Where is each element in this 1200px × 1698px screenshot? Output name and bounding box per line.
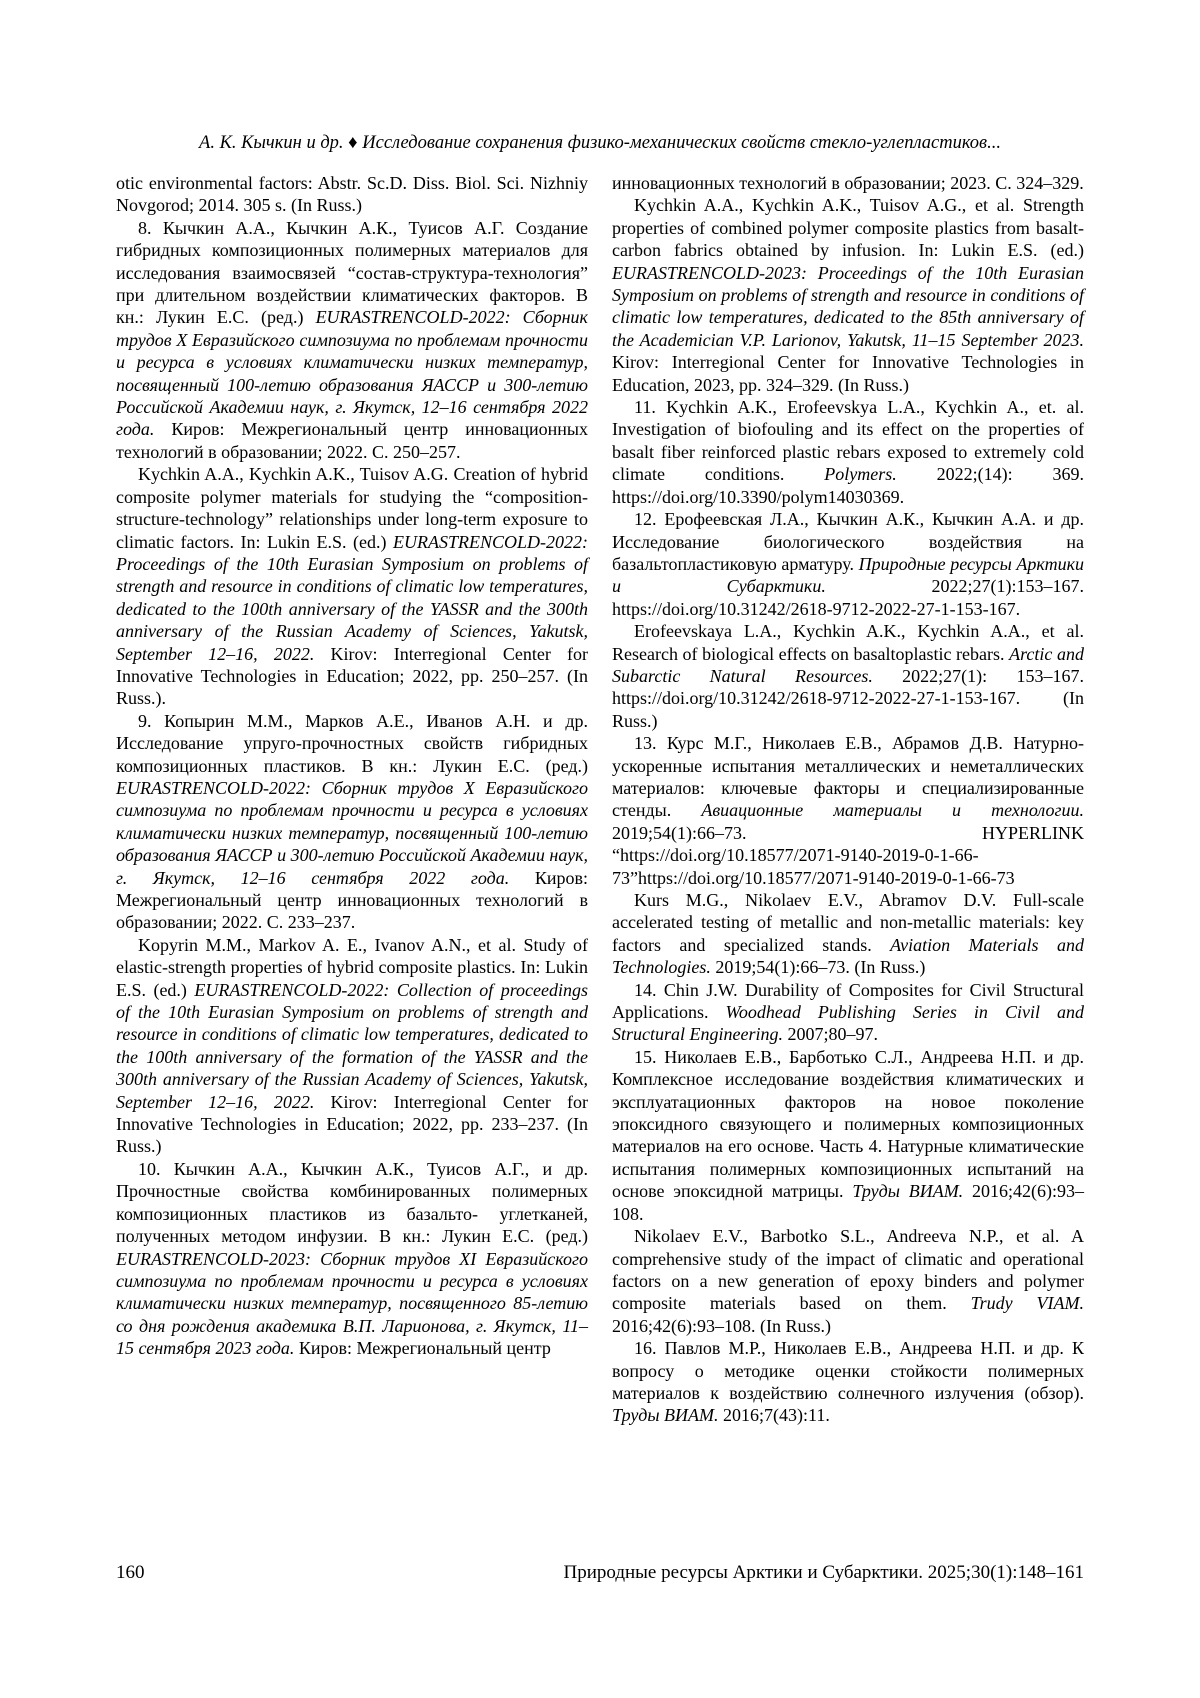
reference-text: 2022;27(1):153–167. https://doi.org/10.31242/2618-9712-2022-27-1-153-167.	[612, 576, 1084, 619]
reference-text: Киров: Межрегиональный центр инновационных технологий в образовании; 2022. С. 233–237.	[116, 867, 589, 933]
reference-text: инновационных технологий в образовании; 2023. С. 324–329.	[612, 173, 1084, 193]
reference-text: 2016;42(6):93–108.	[612, 1181, 1084, 1224]
reference-entry	[612, 1337, 1084, 1427]
reference-source-title: Polymers.	[824, 464, 897, 485]
reference-source-title: EURASTRENCOLD-2023: Proceedings of the 10th Eurasian Symposium on problems of strength and resource in conditions of climatic low temperatures, dedicated to the 85th anniversary of the Academician V.P. Larionov, Yakutsk, 11–15 September 2023.	[612, 262, 1084, 350]
reference-source-title: EURASTRENCOLD-2022: Сборник трудов X Евразийского симпозиума по проблемам прочности и ресурса в условиях климатически низких температур, посвященный 100-летию образования ЯАССР и 300-летию Российской Академии наук, г. Якутск, 12–16 сентября 2022 года.	[116, 307, 588, 440]
reference-source-title: EURASTRENCOLD-2023: Сборник трудов XI Евразийского симпозиума по проблемам прочности и ресурса в условиях климатически низких температур, посвященного 85-летию со дня рождения академика В.П. Ларионова, г. Якутск, 11–15 сентября 2023 года.	[116, 1248, 588, 1359]
reference-text: 2016;7(43):11.	[718, 1405, 830, 1426]
reference-text: 9. Копырин М.М., Марков А.Е., Иванов А.Н. и др. Исследование упруго-прочностных свойств гибридных композиционных пластиков. В кн.: Лукин Е.С. (ред.)	[116, 710, 588, 776]
reference-entry	[116, 1158, 588, 1360]
reference-text: 11. Kychkin A.K., Erofeevskya L.A., Kychkin A., et. al. Investigation of biofouling and its effect on the properties of basalt fiber reinforced plastic rebars exposed to extremely cold climate conditions.	[612, 397, 1084, 485]
reference-column-right	[612, 172, 1084, 1427]
reference-text: 16. Павлов М.Р., Николаев Е.В., Андреева Н.П. и др. К вопросу о методике оценки стойкости полимерных материалов к воздействию солнечного излучения (обзор).	[612, 1338, 1084, 1403]
journal-citation: Природные ресурсы Арктики и Субарктики. 2025;30(1):148–161	[563, 1562, 1084, 1583]
reference-entry	[612, 396, 1084, 508]
reference-source-title: EURASTRENCOLD-2022: Сборник трудов X Евразийского симпозиума по проблемам прочности и ресурса в условиях климатически низких температур, посвященный 100-летию образования ЯАССР и 300-летию Российской Академии наук, г. Якутск, 12–16 сентября 2022 года.	[116, 777, 588, 888]
reference-text: 15. Николаев Е.В., Барботько С.Л., Андреева Н.П. и др. Комплексное исследование воздействия климатических и эксплуатационных факторов на новое поколение эпоксидного связующего и полимерных композиционных материалов на его основе. Часть 4. Натурные климатические испытания полимерных композиционных испытаний на основе эпоксидной матрицы.	[612, 1046, 1084, 1202]
reference-source-title: Woodhead Publishing Series in Civil and Structural Engineering.	[612, 1002, 1084, 1045]
reference-source-title: Trudy VIAM.	[970, 1293, 1084, 1314]
reference-entry	[612, 732, 1084, 889]
reference-text: Kirov: Interregional Center for Innovative Technologies in Education; 2022, pp. 233–237. (In Russ.)	[116, 1091, 588, 1157]
reference-entry	[612, 1046, 1084, 1225]
reference-text: 14. Chin J.W. Durability of Composites for Civil Structural Applications.	[612, 979, 1084, 1023]
reference-text: 2016;42(6):93–108. (In Russ.)	[612, 1315, 831, 1336]
reference-text: otic environmental factors: Abstr. Sc.D. Diss. Biol. Sci. Nizhniy Novgorod; 2014. 305 s. (In Russ.)	[116, 173, 588, 216]
reference-text: Kychkin A.A., Kychkin A.K., Tuisov A.G. Creation of hybrid composite polymer materials for studying the “composition-structure-technology” relationships under long-term exposure to climatic factors. In: Lukin E.S. (ed.)	[116, 464, 588, 552]
reference-text: Kopyrin M.M., Markov A. E., Ivanov A.N., et al. Study of elastic-strength properties of hybrid composite plastics. In: Lukin E.S. (ed.)	[116, 934, 588, 1000]
reference-source-title: Авиационные материалы и технологии.	[701, 800, 1084, 821]
reference-text: 2019;54(1):66–73. HYPERLINK “https://doi.org/10.18577/2071-9140-2019-0-1-66-73”https://doi.org/10.18577/2071-9140-2019-0-1-66-73	[612, 822, 1084, 888]
reference-source-title: Arctic and Subarctic Natural Resources.	[612, 643, 1084, 686]
reference-source-title: Труды ВИАМ.	[852, 1181, 964, 1202]
reference-text: Киров: Межрегиональный центр инновационных технологий в образовании; 2022. С. 250–257.	[116, 419, 588, 462]
reference-entry	[116, 217, 588, 463]
reference-entry	[612, 620, 1084, 732]
reference-text: 8. Кычкин А.А., Кычкин А.К., Туисов А.Г. Создание гибридных композиционных полимерных материалов для исследования взаимосвязей “состав-структура-технология” при длительном воздействии климатических факторов. В кн.: Лукин Е.С. (ред.)	[116, 217, 588, 328]
reference-entry	[612, 1225, 1084, 1337]
running-title: А. К. Кычкин и др. ♦ Исследование сохранения физико-механических свойств стекло-углепластиков...	[199, 133, 1001, 153]
reference-text: 2022;27(1): 153–167. https://doi.org/10.31242/2618-9712-2022-27-1-153-167. (In Russ.)	[612, 665, 1084, 731]
reference-text: Nikolaev E.V., Barbotko S.L., Andreeva N.P., et al. A comprehensive study of the impact of climatic and operational factors on a new generation of epoxy binders and polymer composite materials based on them.	[612, 1226, 1084, 1314]
reference-source-title: EURASTRENCOLD-2022: Collection of proceedings of the 10th Eurasian Symposium on problems of strength and resource in conditions of climatic low temperatures, dedicated to the 100th anniversary of the formation of the YASSR and the 300th anniversary of the Russian Academy of Sciences, Yakutsk, September 12–16, 2022.	[116, 979, 589, 1112]
reference-source-title: Природные ресурсы Арктики и Субарктики.	[612, 553, 1084, 597]
reference-entry	[612, 979, 1084, 1046]
page-number: 160	[116, 1562, 145, 1583]
reference-column-left	[116, 172, 588, 1360]
reference-entry	[116, 463, 588, 709]
reference-text: Kirov: Interregional Center for Innovative Technologies in Education; 2022, pp. 250–257. (In Russ.).	[116, 643, 588, 709]
reference-text: Kirov: Interregional Center for Innovative Technologies in Education, 2023, pp. 324–329. (In Russ.)	[612, 352, 1084, 395]
reference-text: Kychkin A.A., Kychkin A.K., Tuisov A.G., et al. Strength properties of combined polymer composite plastics from basalt-carbon fabrics obtained by infusion. In: Lukin E.S. (ed.)	[612, 195, 1084, 261]
reference-text: Kurs M.G., Nikolaev E.V., Abramov D.V. Full-scale accelerated testing of metallic and non-metallic materials: key factors and specialized stands.	[612, 890, 1084, 955]
reference-text: Erofeevskaya L.A., Kychkin A.K., Kychkin A.A., et al. Research of biological effects on basaltoplastic rebars.	[612, 621, 1084, 664]
reference-source-title: EURASTRENCOLD-2022: Proceedings of the 10th Eurasian Symposium on problems of strength and resource in conditions of climatic low temperatures, dedicated to the 100th anniversary of the YASSR and the 300th anniversary of the Russian Academy of Sciences, Yakutsk, September 12–16, 2022.	[116, 531, 588, 664]
reference-entry	[116, 710, 588, 934]
reference-text: 2019;54(1):66–73. (In Russ.)	[710, 957, 926, 978]
reference-text: 13. Курс М.Г., Николаев Е.В., Абрамов Д.В. Натурно-ускоренные испытания металлических и неметаллических материалов: ключевые факторы и специализированные стенды.	[612, 733, 1084, 821]
reference-text: 2022;(14): 369. https://doi.org/10.3390/polym14030369.	[612, 464, 1084, 507]
reference-source-title: Aviation Materials and Technologies.	[612, 934, 1084, 978]
reference-text: 10. Кычкин А.А., Кычкин А.К., Туисов А.Г., и др. Прочностные свойства комбинированных полимерных композиционных пластиков из базальто- углетканей, полученных методом инфузии. В кн.: Лукин Е.С. (ред.)	[116, 1158, 588, 1247]
reference-source-title: Труды ВИАМ.	[612, 1405, 719, 1426]
reference-continuation	[612, 172, 1084, 194]
reference-entry	[612, 508, 1084, 620]
reference-text: 2007;80–97.	[782, 1024, 878, 1045]
reference-text: Киров: Межрегиональный центр	[294, 1338, 551, 1359]
reference-entry	[612, 194, 1084, 396]
reference-entry	[116, 934, 588, 1158]
reference-continuation	[116, 172, 588, 217]
reference-text: 12. Ерофеевская Л.А., Кычкин А.К., Кычкин А.А. и др. Исследование биологического воздействия на базальтопластиковую арматуру.	[612, 509, 1084, 574]
reference-entry	[612, 889, 1084, 979]
